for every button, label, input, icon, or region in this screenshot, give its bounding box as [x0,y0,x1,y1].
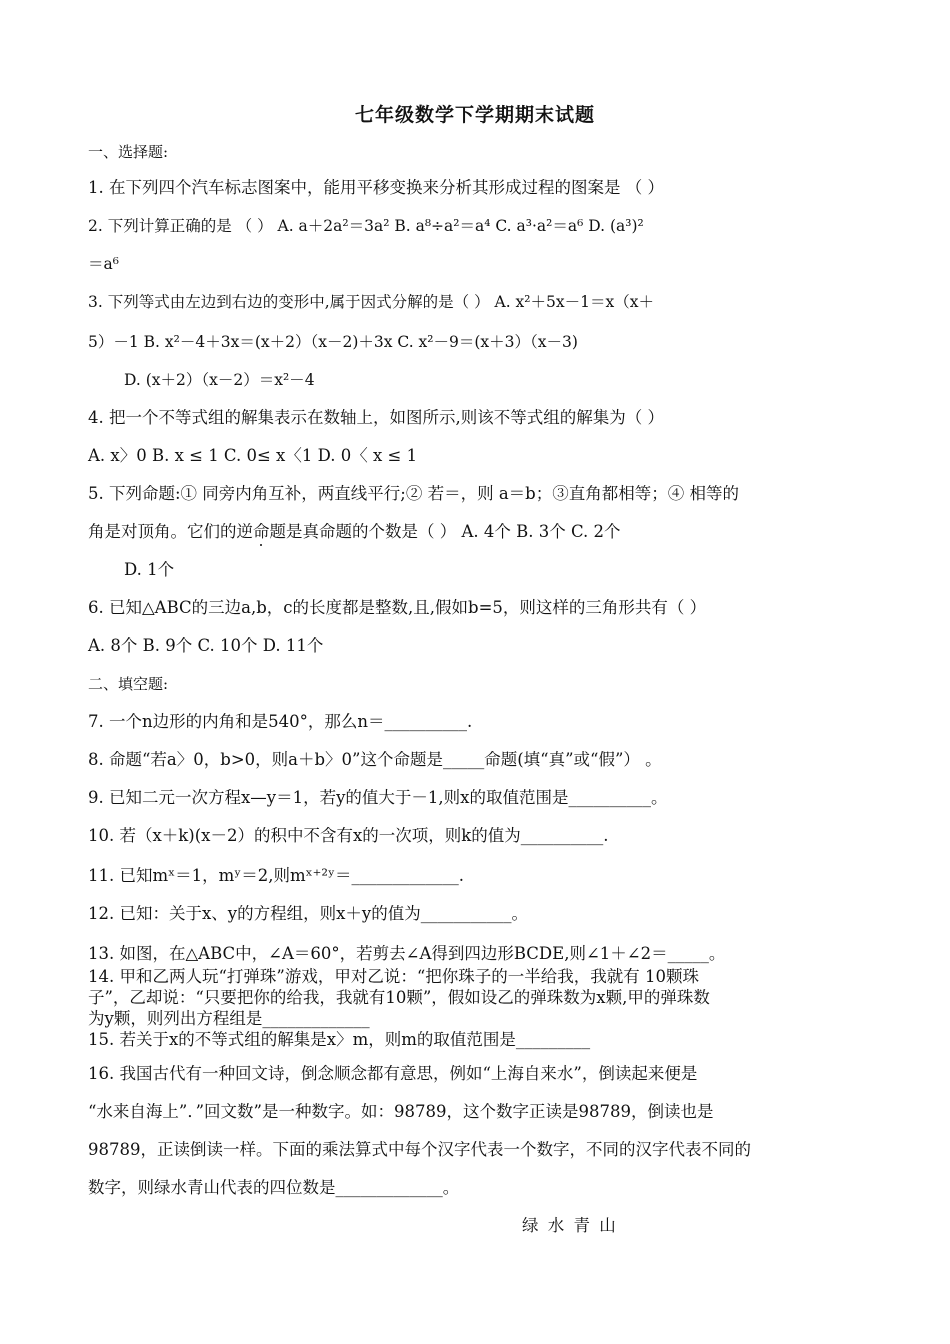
question-10: 10. 若（x＋k)(x－2）的积中不含有x的一次项，则k的值为__________. [88,826,609,845]
question-14-line1: 14. 甲和乙两人玩“打弹珠”游戏，甲对乙说：“把你珠子的一半给我，我就有 10颗珠 [88,967,700,986]
question-8: 8. 命题“若a〉0，b>0，则a＋b〉0”这个命题是_____命题(填“真”或“假”） 。 [88,750,662,769]
question-3-line3: D. (x＋2）（x－2）＝x²－4 [124,371,315,389]
question-5-line2 [88,522,621,542]
question-16-line3: 98789，正读倒读一样。下面的乘法算式中每个汉字代表一个数字，不同的汉字代表不同的 [88,1140,751,1159]
question-13: 13. 如图，在△ABC中，∠A＝60°，若剪去∠A得到四边形BCDE,则∠1＋∠2＝_____。 [88,944,726,963]
question-4-options: A. x〉0 B. x ≤ 1 C. 0≤ x〈1 D. 0〈 x ≤ 1 [88,446,418,465]
question-15: 15. 若关于x的不等式组的解集是x〉m，则m的取值范围是_________ [88,1030,591,1049]
question-7: 7. 一个n边形的内角和是540°，那么n＝__________. [88,712,473,731]
question-16-line4: 数字，则绿水青山代表的四位数是_____________。 [88,1178,460,1197]
question-14-line3: 为y颗，则列出方程组是_____________ [88,1009,370,1028]
question-5-text-a: 角是对顶角。它们的 [88,522,237,541]
question-5-line1: 5. 下列命题:① 同旁内角互补，两直线平行;② 若＝，则 a＝b；③直角都相等；④ 相等的 [88,484,739,503]
puzzle-characters: 绿 水 青 山 [522,1216,618,1235]
question-16-line2: “水来自海上”．”回文数”是一种数字。如：98789，这个数字正读是98789，倒读也是 [88,1102,714,1121]
question-3-line1: 3. 下列等式由左边到右边的变形中,属于因式分解的是（ ） A. x²＋5x－1＝x（x＋ [88,293,654,311]
section-choice-heading: 一、选择题: [88,143,169,161]
question-2-line1: 2. 下列计算正确的是 （ ） A. a＋2a²＝3a² B. a⁸÷a²＝a⁴ C. a³·a²＝a⁶ D. (a³)² [88,217,644,235]
question-16-line1: 16. 我国古代有一种回文诗，倒念顺念都有意思，例如“上海自来水”，倒读起来便是 [88,1064,698,1083]
question-6-options: A. 8个 B. 9个 C. 10个 D. 11个 [88,636,324,655]
question-5-line3: D. 1个 [124,560,175,579]
question-5-text-b: 是真命题的个数是（ ） A. 4个 B. 3个 C. 2个 [286,522,621,541]
page-title: 七年级数学下学期期末试题 [354,104,595,126]
question-11: 11. 已知mˣ＝1，mʸ＝2,则mˣ⁺²ʸ＝_____________. [88,866,464,885]
question-12: 12. 已知：关于x、y的方程组，则x＋y的值为___________。 [88,904,528,923]
question-2-line2: ＝a⁶ [88,255,119,273]
section-fill-heading: 二、填空题: [88,675,169,693]
question-9: 9. 已知二元一次方程x—y＝1，若y的值大于－1,则x的取值范围是__________。 [88,788,668,807]
question-4: 4. 把一个不等式组的解集表示在数轴上，如图所示,则该不等式组的解集为（ ） [88,408,664,427]
question-3-line2: 5）－1 B. x²－4＋3x＝(x＋2）（x－2)＋3x C. x²－9＝(x＋3）（x－3) [88,333,578,351]
question-5-emphasis: 逆命题 [236,522,286,541]
question-14-line2: 子”，乙却说：“只要把你的给我，我就有10颗”，假如设乙的弹珠数为x颗,甲的弹珠数 [88,988,710,1007]
question-6: 6. 已知△ABC的三边a,b，c的长度都是整数,且,假如b=5，则这样的三角形共有（ ） [88,598,707,617]
question-1: 1. 在下列四个汽车标志图案中，能用平移变换来分析其形成过程的图案是 （ ） [88,178,664,197]
